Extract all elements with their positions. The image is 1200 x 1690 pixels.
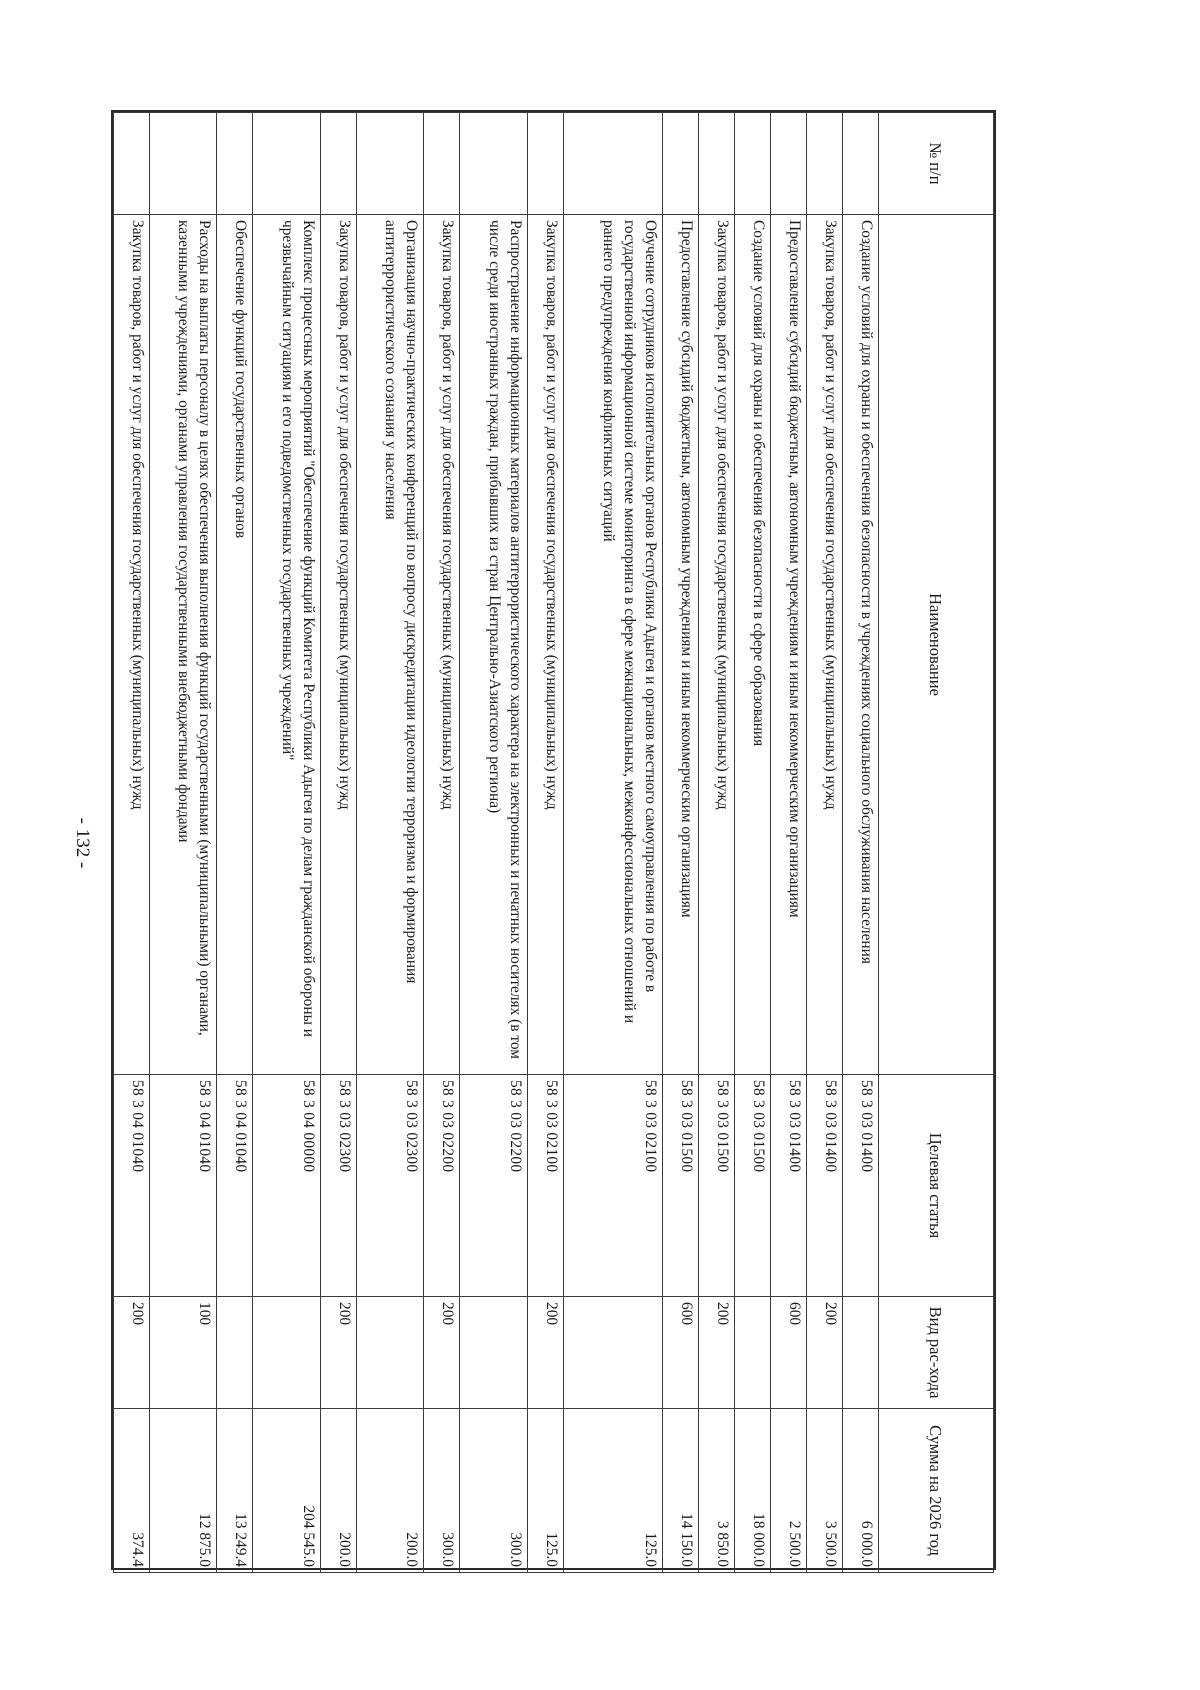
- cell-sum: 18 000.0: [735, 1409, 771, 1573]
- cell-expense-type: [460, 1297, 528, 1409]
- table-body: [114, 113, 879, 1573]
- cell-name: Обучение сотрудников исполнительных органов Республики Адыгея и органов местного самоуправления по работе в государственной информационной системе мониторинга в сфере межнациональных, межконфессиональных отношений и раннего предупреждения конфликтных ситуаций: [564, 215, 663, 1075]
- cell-number: [699, 113, 735, 215]
- cell-sum: 300.0: [424, 1409, 460, 1573]
- cell-sum: 374.4: [114, 1409, 150, 1573]
- cell-name: Закупка товаров, работ и услуг для обеспечения государственных (муниципальных) нужд: [114, 215, 150, 1075]
- cell-target-item: 58 3 03 01400: [771, 1075, 807, 1297]
- cell-target-item: 58 3 03 01500: [699, 1075, 735, 1297]
- cell-sum: 125.0: [528, 1409, 564, 1573]
- cell-name: Обеспечение функций государственных органов: [217, 215, 253, 1075]
- cell-number: [321, 113, 357, 215]
- cell-expense-type: 200: [699, 1297, 735, 1409]
- table-row: [699, 113, 735, 1573]
- header-name: Наименование: [879, 215, 994, 1075]
- cell-name: Комплекс процессных мероприятий "Обеспечение функций Комитета Республики Адыгея по делам гражданской обороны и чрезвычайным ситуациям и его подведомственных государственных учреждений": [253, 215, 321, 1075]
- cell-number: [771, 113, 807, 215]
- table-row: [564, 113, 663, 1573]
- cell-sum: 3 850.0: [699, 1409, 735, 1573]
- cell-target-item: 58 3 03 02300: [321, 1075, 357, 1297]
- table-row: [357, 113, 425, 1573]
- cell-number: [357, 113, 425, 215]
- cell-expense-type: [843, 1297, 879, 1409]
- cell-expense-type: 200: [807, 1297, 843, 1409]
- cell-name: Создание условий для охраны и обеспечения безопасности в сфере образования: [735, 215, 771, 1075]
- table-row: [735, 113, 771, 1573]
- cell-expense-type: [217, 1297, 253, 1409]
- cell-target-item: 58 3 03 02200: [424, 1075, 460, 1297]
- table-row: [321, 113, 357, 1573]
- header-target-item: Целевая статья: [879, 1075, 994, 1297]
- cell-name: Создание условий для охраны и обеспечения безопасности в учреждениях социального обслуживания населения: [843, 215, 879, 1075]
- cell-expense-type: 200: [114, 1297, 150, 1409]
- budget-table-frame: [111, 110, 996, 1570]
- cell-number: [424, 113, 460, 215]
- cell-target-item: 58 3 03 01500: [663, 1075, 699, 1297]
- cell-name: Закупка товаров, работ и услуг для обеспечения государственных (муниципальных) нужд: [528, 215, 564, 1075]
- cell-expense-type: 200: [321, 1297, 357, 1409]
- table-header-row: [879, 113, 994, 1573]
- table-row: [217, 113, 253, 1573]
- header-sum-2026: Сумма на 2026 год: [879, 1409, 994, 1573]
- cell-expense-type: [253, 1297, 321, 1409]
- cell-number: [843, 113, 879, 215]
- cell-target-item: 58 3 03 01500: [735, 1075, 771, 1297]
- cell-number: [460, 113, 528, 215]
- cell-target-item: 58 3 03 02100: [564, 1075, 663, 1297]
- header-expense-type: Вид рас-хода: [879, 1297, 994, 1409]
- cell-number: [735, 113, 771, 215]
- cell-name: Расходы на выплаты персоналу в целях обеспечения выполнения функций государственными (муниципальными) органами, казенными учреждениями, органами управления государственными внебюджетными фондами: [150, 215, 218, 1075]
- cell-expense-type: 200: [528, 1297, 564, 1409]
- table-row: [253, 113, 321, 1573]
- cell-name: Закупка товаров, работ и услуг для обеспечения государственных (муниципальных) нужд: [321, 215, 357, 1075]
- cell-target-item: 58 3 03 02300: [357, 1075, 425, 1297]
- cell-expense-type: 100: [150, 1297, 218, 1409]
- cell-number: [114, 113, 150, 215]
- cell-target-item: 58 3 04 01040: [217, 1075, 253, 1297]
- cell-target-item: 58 3 04 01040: [150, 1075, 218, 1297]
- cell-sum: 6 000.0: [843, 1409, 879, 1573]
- table-row: [528, 113, 564, 1573]
- cell-target-item: 58 3 04 01040: [114, 1075, 150, 1297]
- page-number: - 132 -: [72, 817, 93, 869]
- cell-number: [663, 113, 699, 215]
- table-row: [424, 113, 460, 1573]
- cell-name: Закупка товаров, работ и услуг для обеспечения государственных (муниципальных) нужд: [424, 215, 460, 1075]
- cell-number: [253, 113, 321, 215]
- cell-name: Организация научно-практических конференций по вопросу дискредитации идеологии терроризма и формирования антитеррористического сознания у населения: [357, 215, 425, 1075]
- table-row: [114, 113, 150, 1573]
- cell-sum: 200.0: [357, 1409, 425, 1573]
- cell-target-item: 58 3 03 02100: [528, 1075, 564, 1297]
- table-row: [807, 113, 843, 1573]
- cell-expense-type: [357, 1297, 425, 1409]
- budget-table: [113, 112, 994, 1573]
- cell-target-item: 58 3 04 00000: [253, 1075, 321, 1297]
- cell-sum: 13 249.4: [217, 1409, 253, 1573]
- cell-number: [217, 113, 253, 215]
- cell-target-item: 58 3 03 01400: [843, 1075, 879, 1297]
- cell-sum: 200.0: [321, 1409, 357, 1573]
- table-row: [843, 113, 879, 1573]
- table-row: [663, 113, 699, 1573]
- table-row: [150, 113, 218, 1573]
- cell-target-item: 58 3 03 02200: [460, 1075, 528, 1297]
- cell-expense-type: [735, 1297, 771, 1409]
- cell-number: [807, 113, 843, 215]
- cell-name: Предоставление субсидий бюджетным, автономным учреждениям и иным некоммерческим организациям: [771, 215, 807, 1075]
- cell-sum: 2 500.0: [771, 1409, 807, 1573]
- cell-sum: 125.0: [564, 1409, 663, 1573]
- cell-sum: 3 500.0: [807, 1409, 843, 1573]
- cell-sum: 204 545.0: [253, 1409, 321, 1573]
- cell-expense-type: 200: [424, 1297, 460, 1409]
- header-number: № п/п: [879, 113, 994, 215]
- cell-name: Распространение информационных материалов антитеррористического характера на электронных и печатных носителях (в том числе среди иностранных граждан, прибывших из стран Центрально-Азиатского региона): [460, 215, 528, 1075]
- cell-expense-type: 600: [771, 1297, 807, 1409]
- cell-number: [150, 113, 218, 215]
- cell-sum: 14 150.0: [663, 1409, 699, 1573]
- table-row: [460, 113, 528, 1573]
- cell-name: Предоставление субсидий бюджетным, автономным учреждениям и иным некоммерческим организациям: [663, 215, 699, 1075]
- cell-expense-type: 600: [663, 1297, 699, 1409]
- cell-target-item: 58 3 03 01400: [807, 1075, 843, 1297]
- cell-sum: 12 875.0: [150, 1409, 218, 1573]
- table-row: [771, 113, 807, 1573]
- cell-sum: 300.0: [460, 1409, 528, 1573]
- cell-name: Закупка товаров, работ и услуг для обеспечения государственных (муниципальных) нужд: [699, 215, 735, 1075]
- cell-number: [528, 113, 564, 215]
- cell-expense-type: [564, 1297, 663, 1409]
- cell-name: Закупка товаров, работ и услуг для обеспечения государственных (муниципальных) нужд: [807, 215, 843, 1075]
- cell-number: [564, 113, 663, 215]
